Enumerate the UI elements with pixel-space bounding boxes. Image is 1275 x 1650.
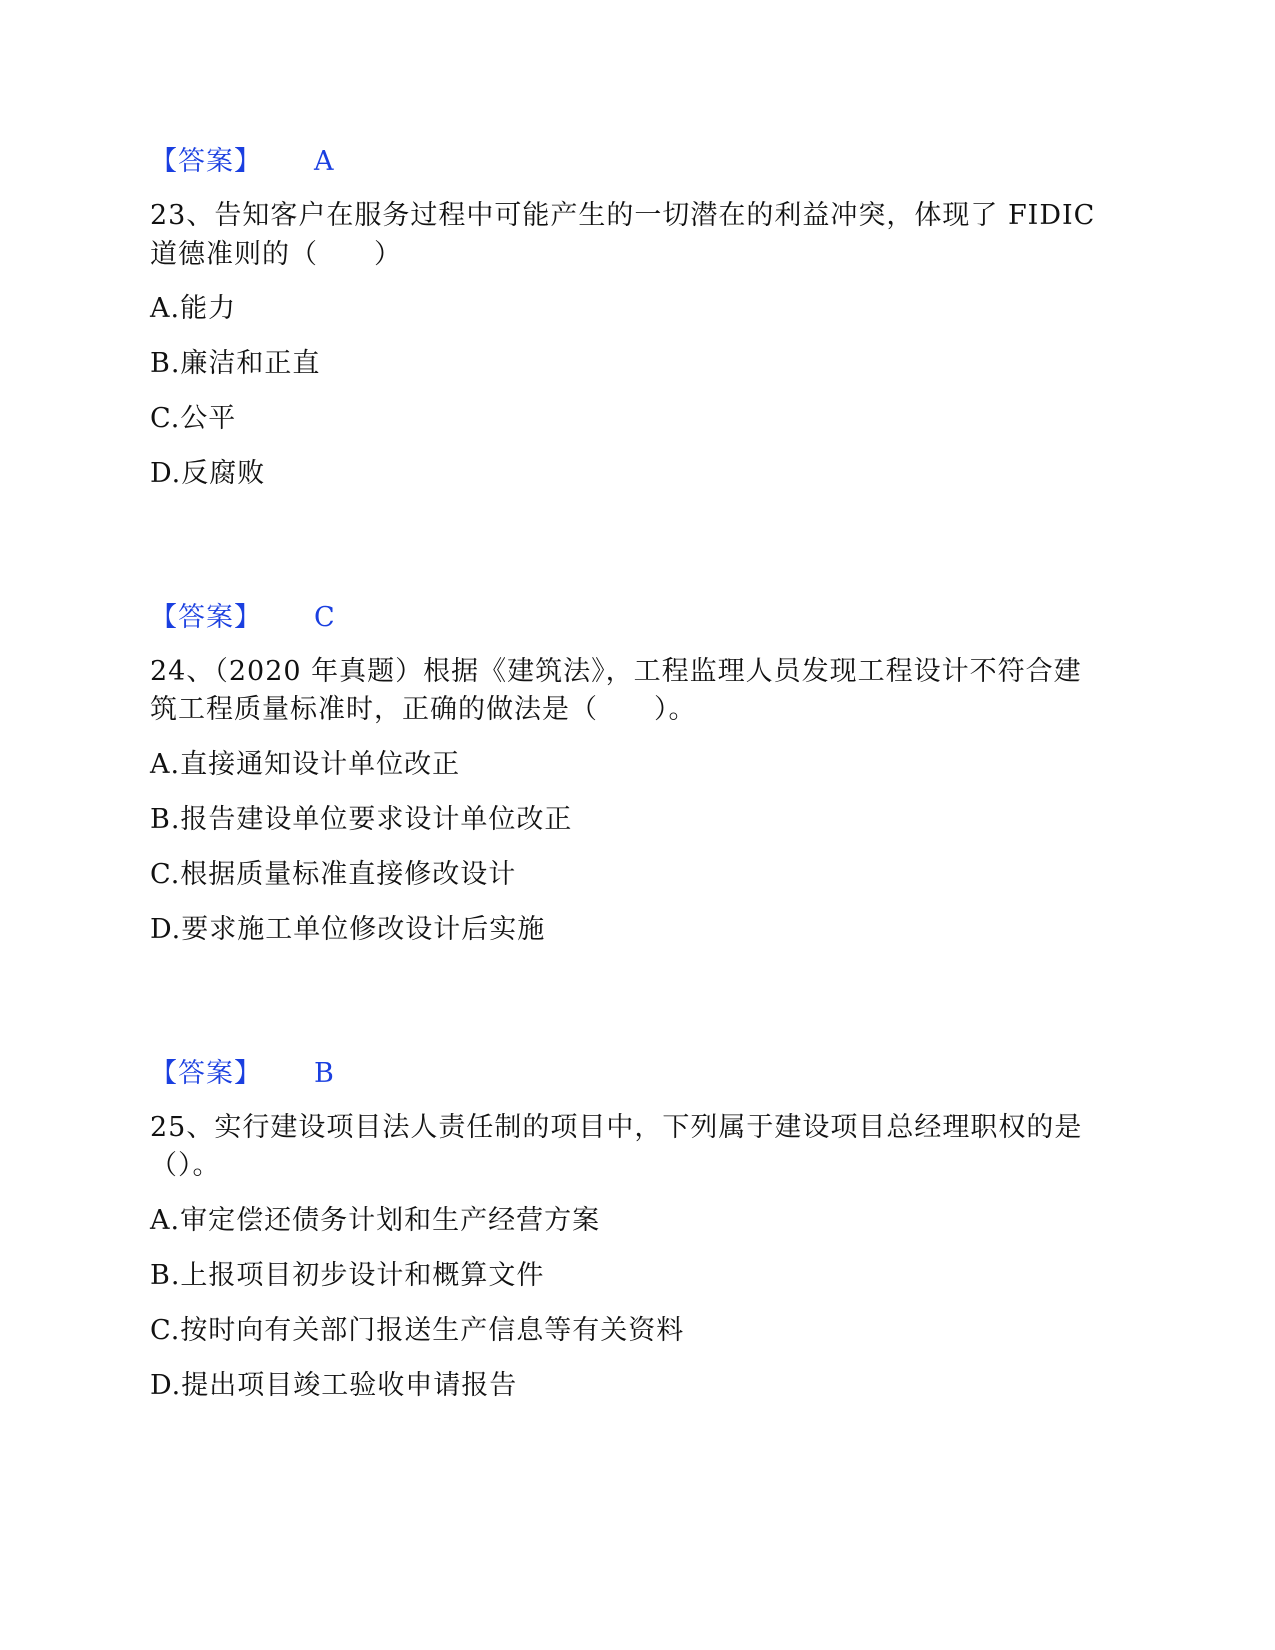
- answer-label: 【答案】: [150, 602, 262, 633]
- question-24-line-2: 筑工程质量标准时，正确的做法是（ ）。: [150, 694, 697, 725]
- question-24-option-c: C.根据质量标准直接修改设计: [150, 859, 517, 890]
- question-23-option-a: A.能力: [150, 293, 237, 324]
- answer-label: 【答案】: [150, 1058, 262, 1089]
- question-25-option-c: C.按时向有关部门报送生产信息等有关资料: [150, 1315, 685, 1346]
- question-25-option-b: B.上报项目初步设计和概算文件: [150, 1260, 545, 1291]
- answer-label: 【答案】: [150, 146, 262, 177]
- question-23-option-c: C.公平: [150, 403, 237, 434]
- question-24-line-1: 24、（2020 年真题）根据《建筑法》，工程监理人员发现工程设计不符合建: [150, 656, 1082, 687]
- question-23-option-b: B.廉洁和正直: [150, 348, 321, 379]
- answer-line-23: [150, 598, 336, 638]
- question-24-option-b: B.报告建设单位要求设计单位改正: [150, 804, 573, 835]
- question-25-option-d: D.提出项目竣工验收申请报告: [150, 1370, 518, 1401]
- answer-line-24: [150, 1054, 335, 1094]
- question-23-line-1: 23、告知客户在服务过程中可能产生的一切潜在的利益冲突，体现了 FIDIC: [150, 200, 1096, 231]
- question-25-line-2: （）。: [150, 1150, 221, 1181]
- answer-value: B: [314, 1058, 335, 1089]
- answer-value: A: [314, 146, 335, 177]
- question-24-option-a: A.直接通知设计单位改正: [150, 749, 461, 780]
- question-23-option-d: D.反腐败: [150, 458, 266, 489]
- question-25-option-a: A.审定偿还债务计划和生产经营方案: [150, 1205, 601, 1236]
- question-25-line-1: 25、实行建设项目法人责任制的项目中，下列属于建设项目总经理职权的是: [150, 1112, 1083, 1143]
- answer-line-22: [150, 142, 335, 182]
- question-24-option-d: D.要求施工单位修改设计后实施: [150, 914, 546, 945]
- question-23-line-2: 道德准则的（ ）: [150, 239, 402, 270]
- answer-value: C: [314, 602, 336, 633]
